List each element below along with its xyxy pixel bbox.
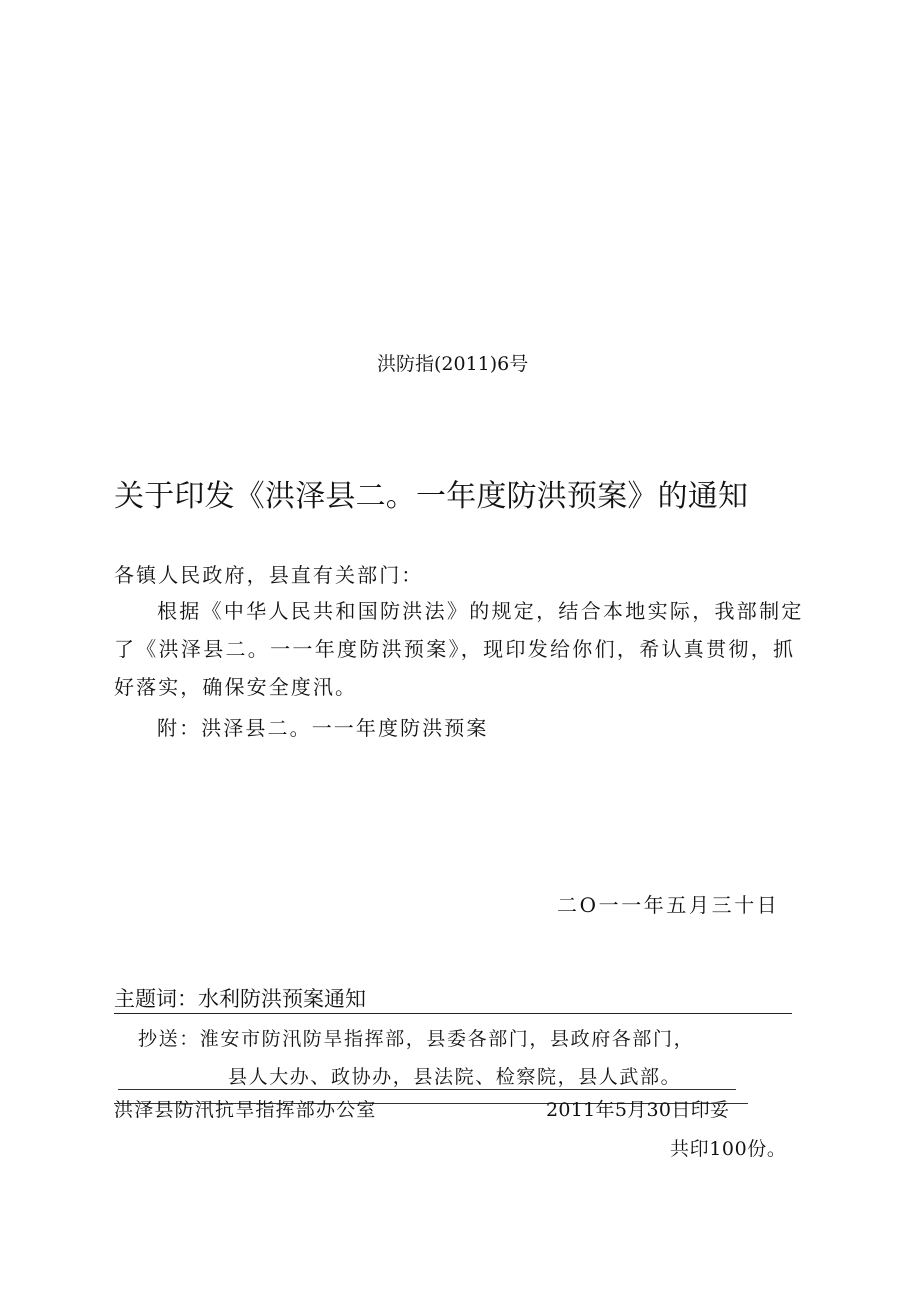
issue-date: 二O一一年五月三十日 [557,893,780,917]
paragraph-line: 好落实，确保安全度汛。 [114,675,358,699]
copies-printed: 共印100份。 [670,1138,787,1160]
issuing-office: 洪泽县防汛抗旱指挥部办公室 [114,1099,377,1121]
salutation: 各镇人民政府，县直有关部门： [114,563,424,587]
cc-recipients-line-continued [118,1068,736,1090]
subject-words: 主题词：水利防洪预案通知 [114,989,792,1014]
print-date: 2011年5月30日印妥 [546,1099,730,1121]
issuer-row [114,1099,748,1121]
paragraph-line: 根据《中华人民共和国防洪法》的规定，结合本地实际，我部制定 [157,599,804,623]
document-number: 洪防指(2011)6号 [377,353,529,375]
document-title: 关于印发《洪泽县二。一年度防洪预案》的通知 [114,479,749,514]
paragraph-line: 了《洪泽县二。一一年度防洪预案》，现印发给你们，希认真贯彻，抓 [114,637,796,661]
cc-recipients-line: 抄送：淮安市防汛防旱指挥部，县委各部门，县政府各部门， [138,1028,695,1050]
cc-recipients-text: 县人大办、政协办，县法院、检察院，县人武部。 [228,1066,682,1088]
attachment-note: 附：洪泽县二。一一年度防洪预案 [157,716,489,740]
